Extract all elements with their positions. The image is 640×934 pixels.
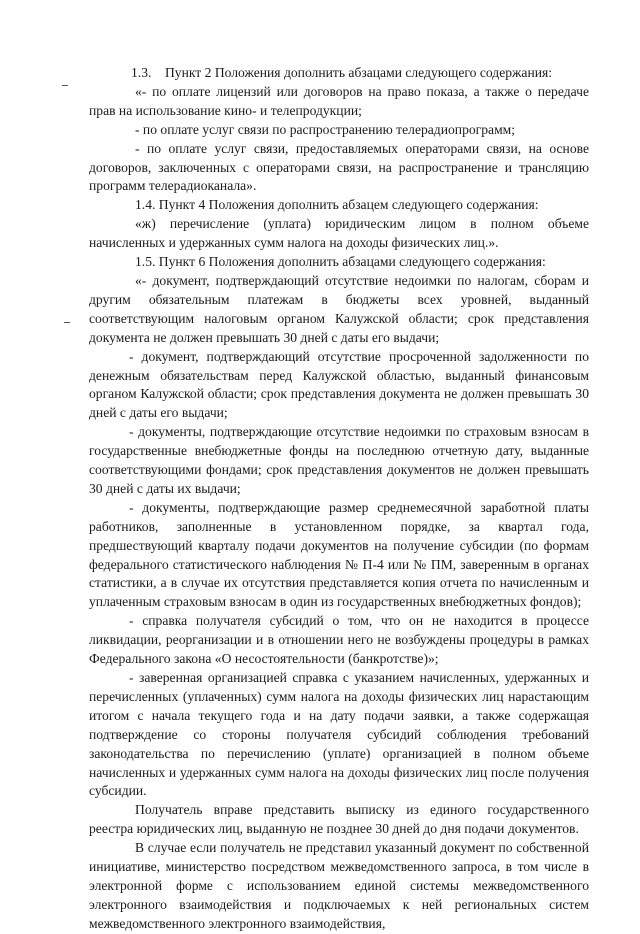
paragraph-1-3: 1.3. Пункт 2 Положения дополнить абзацами следующего содержания:: [131, 65, 553, 80]
paragraph-bankruptcy-certificate: - справка получателя субсидий о том, что он не находится в процессе ликвидации, реорганизации и в отношении него не возбуждены процедуры в рамках Федерального закона «О несостоятельности (банкротстве)»;: [89, 613, 589, 667]
paragraph-license-payment: «- по оплате лицензий или договоров на право показа, а также о передаче прав на использование кино- и телепродукции;: [89, 83, 589, 118]
paragraph-interagency-request: В случае если получатель не представил указанный документ по собственной инициативе, министерство посредством межведомственного запроса, в том числе в электронной форме с использованием единой системы межведомственного электронного взаимодействия и подключаемых к ней региональных систем межведомственного электронного взаимодействия,: [89, 840, 589, 931]
margin-dash-mark: [64, 322, 70, 323]
paragraph-operator-contracts: - по оплате услуг связи, предоставляемых операторами связи, на основе договоров, заключенных с операторами связи, на распространение и трансляцию программ телерадиоканала».: [89, 140, 589, 194]
document-body: [89, 64, 589, 934]
paragraph-salary-documents: - документы, подтверждающие размер среднемесячной заработной платы работников, заполненные в установленном порядке, за квартал года, предшествующий кварталу подачи документов на получение субсидии (по формам федерального статистического наблюдения № П-4 или № ПМ, заверенным в органах статистики, а в случае их отсутствия представляется копия отчета по начисленным и уплаченным страховым взносам в один из государственных внебюджетных фондов);: [89, 499, 589, 610]
paragraph-tax-arrears-document: «- документ, подтверждающий отсутствие недоимки по налогам, сборам и другим обязательным платежам в бюджеты всех уровней, выданный соответствующим налоговым органом Калужской области; срок представления документа не должен превышать 30 дней с даты его выдачи;: [89, 272, 589, 345]
paragraph-communication-services: - по оплате услуг связи по распространению телерадиопрограмм;: [135, 121, 516, 137]
paragraph-debt-document: - документ, подтверждающий отсутствие просроченной задолженности по денежным обязательствам перед Калужской областью, выданный финансовым органом Калужской области; срок представления документа не должен превышать 30 дней с даты его выдачи;: [89, 348, 589, 421]
paragraph-tax-transfer: «ж) перечисление (уплата) юридическим лицом в полном объеме начисленных и удержанных сумм налога на доходы физических лиц.».: [89, 216, 589, 251]
paragraph-1-4: 1.4. Пункт 4 Положения дополнить абзацем следующего содержания:: [135, 197, 539, 213]
paragraph-1-5: 1.5. Пункт 6 Положения дополнить абзацами следующего содержания:: [135, 254, 546, 270]
paragraph-insurance-documents: - документы, подтверждающие отсутствие недоимки по страховым взносам в государственные внебюджетные фонды на последнюю отчетную дату, выданные соответствующими фондами; срок представления документов не должен превышать 30 дней с даты их выдачи;: [89, 424, 589, 496]
paragraph-registry-extract: Получатель вправе представить выписку из единого государственного реестра юридических лиц, выданную не позднее 30 дней до дня подачи документов.: [89, 802, 589, 837]
margin-dash-mark: [62, 85, 68, 86]
paragraph-income-tax-certificate: - заверенная организацией справка с указанием начисленных, удержанных и перечисленных (уплаченных) сумм налога на доходы физических лиц нарастающим итогом с начала текущего года и на дату подачи заявки, а также содержащая подтверждение со стороны получателя субсидий соблюдения требований законодательства по перечислению (уплате) организацией в полном объеме начисленных и удержанных сумм налога на доходы физических лиц после получения субсидии.: [89, 670, 589, 799]
